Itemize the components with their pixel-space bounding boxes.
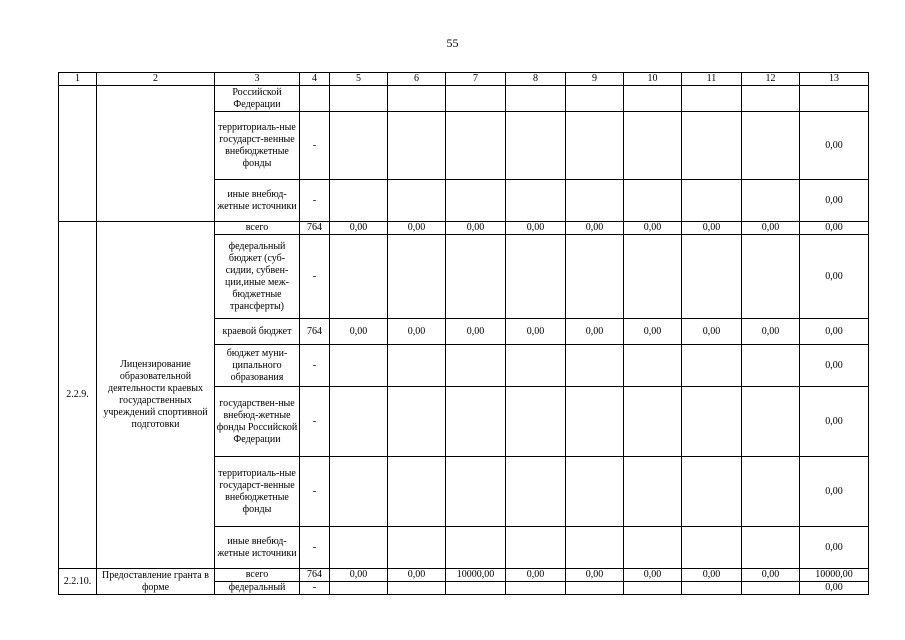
value-cell: 0,00 — [506, 319, 566, 345]
value-cell: 0,00 — [330, 569, 388, 582]
grbs-code: - — [300, 457, 330, 527]
grbs-code: 764 — [300, 569, 330, 582]
total-value: 0,00 — [800, 112, 869, 180]
funding-source: территориаль-ные государст-венные внебюджетные фонды — [215, 112, 300, 180]
total-value: 10000,00 — [800, 569, 869, 582]
grbs-code: - — [300, 387, 330, 457]
column-number: 8 — [506, 73, 566, 86]
column-number-row — [59, 73, 869, 86]
value-cell: 0,00 — [624, 222, 682, 235]
column-number: 12 — [742, 73, 800, 86]
column-number: 1 — [59, 73, 97, 86]
funding-source: Российской Федерации — [215, 86, 300, 112]
grbs-code: - — [300, 180, 330, 222]
grbs-code: 764 — [300, 319, 330, 345]
value-cell: 0,00 — [566, 222, 624, 235]
total-value: 0,00 — [800, 527, 869, 569]
cont-name-cell — [97, 86, 215, 222]
funding-source: всего — [215, 222, 300, 235]
value-cell: 0,00 — [388, 569, 446, 582]
total-value: 0,00 — [800, 345, 869, 387]
funding-source: федеральный бюджет (суб-сидии, субвен-ции,иные меж-бюджетные трансферты) — [215, 235, 300, 319]
total-value: 0,00 — [800, 180, 869, 222]
grbs-code: - — [300, 112, 330, 180]
value-cell: 0,00 — [742, 319, 800, 345]
value-cell: 0,00 — [506, 222, 566, 235]
grbs-code: - — [300, 235, 330, 319]
value-cell: 0,00 — [682, 569, 742, 582]
column-number: 13 — [800, 73, 869, 86]
value-cell: 0,00 — [506, 569, 566, 582]
value-cell: 0,00 — [682, 222, 742, 235]
value-cell: 0,00 — [682, 319, 742, 345]
funding-source: краевой бюджет — [215, 319, 300, 345]
column-number: 6 — [388, 73, 446, 86]
value-cell: 0,00 — [388, 222, 446, 235]
funding-source: государствен-ные внебюд-жетные фонды Российской Федерации — [215, 387, 300, 457]
item-name: Предоставление гранта в форме — [97, 569, 215, 595]
value-cell: 0,00 — [566, 319, 624, 345]
value-cell: 0,00 — [446, 319, 506, 345]
value-cell: 0,00 — [388, 319, 446, 345]
total-value: 0,00 — [800, 235, 869, 319]
column-number: 9 — [566, 73, 624, 86]
column-number: 3 — [215, 73, 300, 86]
funding-source: иные внебюд-жетные источники — [215, 180, 300, 222]
value-cell: 0,00 — [330, 319, 388, 345]
total-value: 0,00 — [800, 582, 869, 595]
funding-source: иные внебюд-жетные источники — [215, 527, 300, 569]
page-number: 55 — [446, 36, 459, 50]
budget-table — [58, 72, 869, 595]
value-cell: 0,00 — [624, 319, 682, 345]
value-cell: 0,00 — [624, 569, 682, 582]
table-row — [59, 222, 869, 235]
value-cell: 0,00 — [330, 222, 388, 235]
total-value: 0,00 — [800, 222, 869, 235]
funding-source: федеральный — [215, 582, 300, 595]
total-value: 0,00 — [800, 457, 869, 527]
grbs-code: - — [300, 582, 330, 595]
column-number: 5 — [330, 73, 388, 86]
column-number: 7 — [446, 73, 506, 86]
item-code: 2.2.10. — [59, 569, 97, 595]
table-row — [59, 569, 869, 582]
total-value: 0,00 — [800, 387, 869, 457]
item-name: Лицензирование образовательной деятельности краевых государственных учреждений спортивной подготовки — [97, 222, 215, 569]
funding-source: территориаль-ные государст-венные внебюджетные фонды — [215, 457, 300, 527]
column-number: 10 — [624, 73, 682, 86]
grbs-code: 764 — [300, 222, 330, 235]
column-number: 11 — [682, 73, 742, 86]
value-cell: 10000,00 — [446, 569, 506, 582]
item-code: 2.2.9. — [59, 222, 97, 569]
column-number: 2 — [97, 73, 215, 86]
funding-source: всего — [215, 569, 300, 582]
value-cell: 0,00 — [742, 569, 800, 582]
value-cell: 0,00 — [446, 222, 506, 235]
grbs-code: - — [300, 527, 330, 569]
table-row — [59, 86, 869, 112]
column-number: 4 — [300, 73, 330, 86]
total-value: 0,00 — [800, 319, 869, 345]
funding-source: бюджет муни-ципального образования — [215, 345, 300, 387]
cont-code-cell — [59, 86, 97, 222]
grbs-code: - — [300, 345, 330, 387]
value-cell: 0,00 — [566, 569, 624, 582]
value-cell: 0,00 — [742, 222, 800, 235]
